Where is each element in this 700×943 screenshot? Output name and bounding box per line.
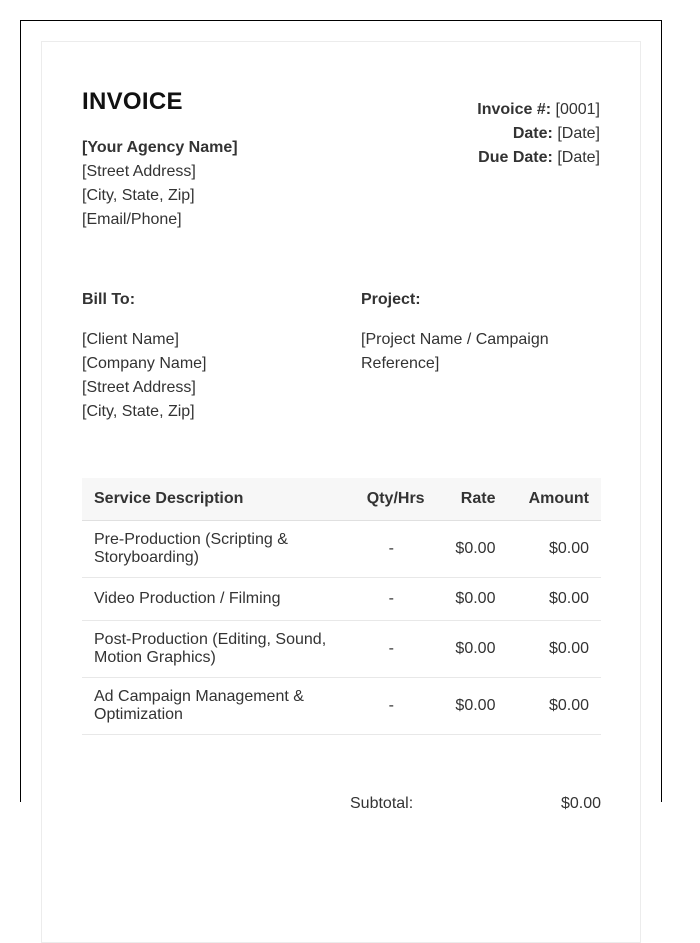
row-qty: - bbox=[346, 621, 437, 678]
viewport-frame bbox=[20, 20, 662, 812]
invoice-due-label: Due Date: bbox=[478, 149, 553, 166]
row-amount: $0.00 bbox=[507, 621, 601, 678]
header-qty: Qty/Hrs bbox=[346, 478, 437, 521]
row-amount: $0.00 bbox=[507, 578, 601, 621]
invoice-number-value: [0001] bbox=[555, 101, 600, 118]
client-company: [Company Name] bbox=[82, 355, 207, 372]
row-amount: $0.00 bbox=[507, 678, 601, 735]
subtotal-label: Subtotal: bbox=[350, 795, 414, 812]
invoice-due-value: [Date] bbox=[557, 149, 600, 166]
table-header-row bbox=[82, 478, 601, 521]
client-city: [City, State, Zip] bbox=[82, 403, 195, 420]
invoice-number-line bbox=[477, 98, 600, 122]
row-qty: - bbox=[346, 578, 437, 621]
project-block bbox=[361, 288, 601, 376]
project-heading: Project: bbox=[361, 291, 421, 308]
invoice-title: INVOICE bbox=[82, 88, 183, 115]
agency-contact: [Email/Phone] bbox=[82, 211, 182, 228]
row-rate: $0.00 bbox=[437, 578, 508, 621]
header-rate: Rate bbox=[437, 478, 508, 521]
invoice-date-label: Date: bbox=[512, 125, 553, 142]
invoice-due-line bbox=[477, 146, 600, 170]
subtotal-row bbox=[350, 795, 601, 813]
row-description: Post-Production (Editing, Sound, Motion Graphics) bbox=[82, 621, 346, 678]
row-qty: - bbox=[346, 678, 437, 735]
table-row bbox=[82, 678, 601, 735]
invoice-number-label: Invoice #: bbox=[477, 101, 552, 118]
row-description: Video Production / Filming bbox=[82, 578, 346, 621]
row-description: Ad Campaign Management & Optimization bbox=[82, 678, 346, 735]
invoice-date-value: [Date] bbox=[557, 125, 600, 142]
row-description: Pre-Production (Scripting & Storyboarding) bbox=[82, 521, 346, 578]
row-rate: $0.00 bbox=[437, 621, 508, 678]
table-row bbox=[82, 521, 601, 578]
row-rate: $0.00 bbox=[437, 521, 508, 578]
table-row bbox=[82, 578, 601, 621]
agency-city: [City, State, Zip] bbox=[82, 187, 195, 204]
agency-street: [Street Address] bbox=[82, 163, 196, 180]
client-name: [Client Name] bbox=[82, 331, 179, 348]
bill-to-block bbox=[82, 288, 332, 424]
row-amount: $0.00 bbox=[507, 521, 601, 578]
invoice-date-line bbox=[477, 122, 600, 146]
agency-block bbox=[82, 136, 238, 232]
services-table bbox=[82, 478, 601, 735]
client-street: [Street Address] bbox=[82, 379, 196, 396]
invoice-page bbox=[41, 41, 641, 943]
header-amount: Amount bbox=[507, 478, 601, 521]
agency-name: [Your Agency Name] bbox=[82, 139, 238, 156]
table-row bbox=[82, 621, 601, 678]
project-reference: [Project Name / Campaign Reference] bbox=[361, 331, 549, 372]
invoice-meta bbox=[477, 98, 600, 170]
totals-block bbox=[350, 795, 601, 813]
row-qty: - bbox=[346, 521, 437, 578]
bill-to-heading: Bill To: bbox=[82, 291, 136, 308]
header-description: Service Description bbox=[82, 478, 346, 521]
subtotal-value: $0.00 bbox=[560, 795, 601, 812]
row-rate: $0.00 bbox=[437, 678, 508, 735]
